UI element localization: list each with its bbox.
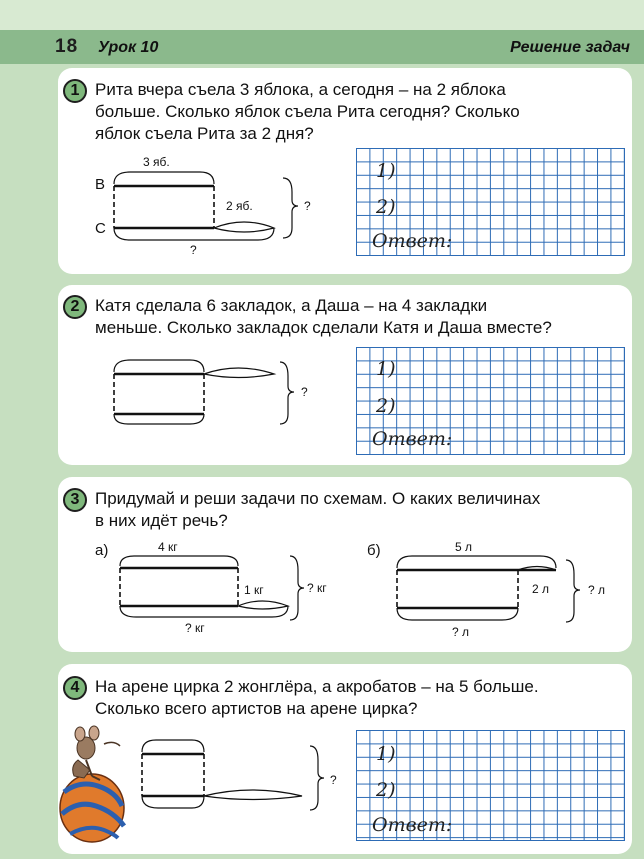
task-4-number-badge: 4 <box>63 676 87 700</box>
task-1-right-brace <box>283 178 298 238</box>
task-1-row-label-v: В <box>95 176 106 193</box>
task-4-top-brace <box>142 740 204 752</box>
task-1-row-label-s: С <box>95 220 106 237</box>
task-3b-right-brace <box>566 560 580 622</box>
task-3b-label: б) <box>367 542 381 559</box>
task-1-extra-arc <box>214 222 274 232</box>
task-3a-right-brace <box>290 556 304 620</box>
task-4-text: На арене цирка 2 жонглёра, а акробатов – на 5 больше. Сколько всего артистов на арене цирка? <box>95 677 539 718</box>
task-3b-bottom-label: ? л <box>452 625 470 639</box>
task-1-top-label: 3 яб. <box>143 155 170 169</box>
task-3-number-badge: 3 <box>63 488 87 512</box>
task-3b-right-label: ? л <box>588 583 606 597</box>
task-1-text: Рита вчера съела 3 яблока, а сегодня – на 2 яблока больше. Сколько яблок съела Рита сегодня? Сколько яблок съела Рита за 2 дня? <box>95 80 520 143</box>
lesson-topic: Решение задач <box>510 39 630 56</box>
task-4-step-1: 1) <box>376 743 396 765</box>
task-4-answer-label: Ответ: <box>372 814 453 836</box>
task-1-bottom-brace <box>114 228 274 240</box>
mouse-on-ball-illustration <box>60 726 124 842</box>
task-1-step-1: 1) <box>376 160 396 182</box>
task-3a-scheme <box>95 540 327 635</box>
task-4-step-2: 2) <box>376 779 396 801</box>
task-1-scheme <box>95 155 311 257</box>
task-1-bottom-label: ? <box>190 243 197 257</box>
task-2-right-label: ? <box>301 385 308 399</box>
task-2-top-brace <box>114 360 204 372</box>
task-2-step-2: 2) <box>376 395 396 417</box>
task-1-extra-label: 2 яб. <box>226 199 253 213</box>
task-3-text: Придумай и реши задачи по схемам. О каких величинах в них идёт речь? <box>95 489 541 530</box>
task-2-right-brace <box>280 362 294 424</box>
task-4-bottom-brace <box>142 796 204 808</box>
task-3b-bottom-brace <box>397 608 518 620</box>
task-3a-extra-arc <box>238 601 288 609</box>
task-1-number-badge: 1 <box>63 79 87 103</box>
task-1-answer-label: Ответ: <box>372 230 453 252</box>
task-3a-top-brace <box>120 556 238 566</box>
task-4-right-brace <box>310 746 324 810</box>
task-4-right-label: ? <box>330 773 337 787</box>
task-4-extra-arc <box>204 790 302 800</box>
task-4-scheme <box>142 740 337 810</box>
task-1-step-2: 2) <box>376 196 396 218</box>
task-1-top-brace <box>114 172 214 184</box>
task-3a-bottom-label: ? кг <box>185 621 205 635</box>
task-2-bottom-brace <box>114 414 204 424</box>
task-1-right-label: ? <box>304 199 311 213</box>
task-3a-label: а) <box>95 542 109 559</box>
task-2-number-badge: 2 <box>63 295 87 319</box>
task-2-extra-arc <box>204 368 274 378</box>
task-3a-bottom-brace <box>120 606 288 617</box>
task-3b-top-label: 5 л <box>455 540 473 554</box>
task-2-text: Катя сделала 6 закладок, а Даша – на 4 закладки меньше. Сколько закладок сделали Катя и Даша вместе? <box>95 296 552 337</box>
task-3a-top-label: 4 кг <box>158 540 178 554</box>
task-2-answer-label: Ответ: <box>372 428 453 450</box>
task-3a-extra-label: 1 кг <box>244 583 264 597</box>
task-3b-scheme <box>367 540 605 639</box>
task-2-scheme <box>114 360 308 424</box>
task-2-step-1: 1) <box>376 358 396 380</box>
lesson-title: Урок 10 <box>98 39 159 56</box>
task-3b-extra-label: 2 л <box>532 582 550 596</box>
task-3a-right-label: ? кг <box>307 581 327 595</box>
page-number: 18 <box>55 36 79 57</box>
